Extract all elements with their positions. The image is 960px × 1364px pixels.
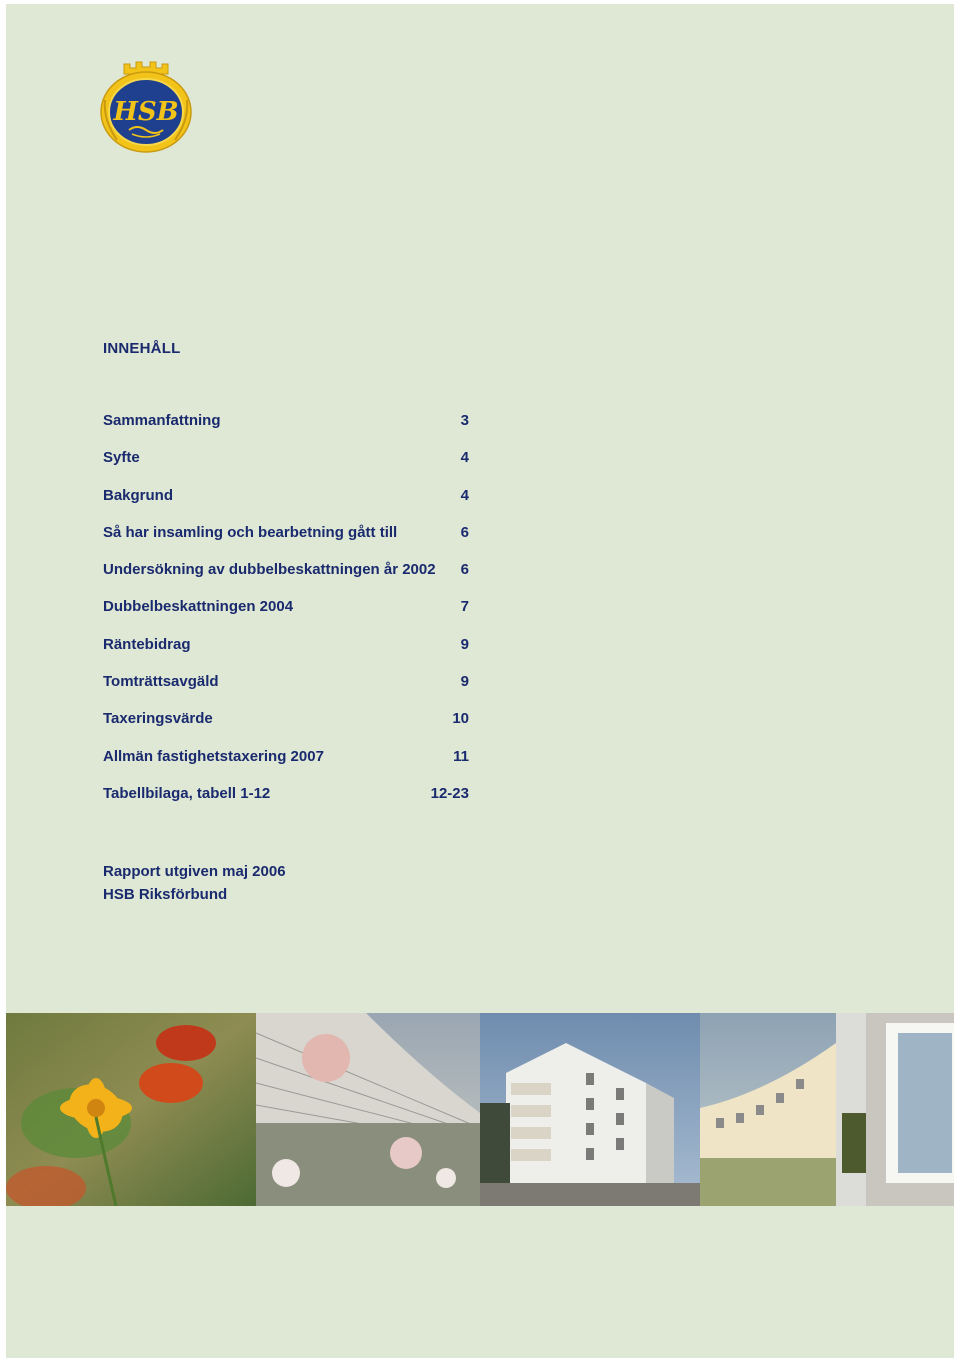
toc-entry bbox=[103, 524, 469, 561]
toc-entry-page: 6 bbox=[460, 561, 469, 579]
toc-entry-page: 4 bbox=[460, 486, 469, 504]
publication-info bbox=[103, 860, 286, 906]
toc-entry-label: Dubbelbeskattningen 2004 bbox=[103, 598, 294, 616]
toc-entry bbox=[103, 449, 469, 486]
toc-entry bbox=[103, 412, 469, 449]
toc-entry-label: Undersökning av dubbelbeskattningen år 2002 bbox=[103, 561, 436, 579]
toc-entry-label: Tabellbilaga, tabell 1-12 bbox=[103, 784, 271, 802]
toc-entry bbox=[103, 487, 469, 524]
toc-entry bbox=[103, 636, 469, 673]
toc-entry-page: 9 bbox=[460, 635, 469, 653]
toc-entry-page: 9 bbox=[460, 673, 469, 691]
toc-entry bbox=[103, 748, 469, 785]
toc-entry-label: Så har insamling och bearbetning gått till bbox=[103, 523, 398, 541]
logo-text: HSB bbox=[113, 97, 179, 127]
table-of-contents bbox=[103, 412, 469, 822]
toc-entry bbox=[103, 673, 469, 710]
toc-entry-label: Allmän fastighetstaxering 2007 bbox=[103, 747, 324, 765]
toc-entry-label: Räntebidrag bbox=[103, 635, 191, 653]
publication-date: Rapport utgiven maj 2006 bbox=[103, 863, 286, 880]
hsb-crest-icon bbox=[99, 60, 193, 156]
toc-entry-page: 6 bbox=[460, 523, 469, 541]
toc-entry-label: Taxeringsvärde bbox=[103, 710, 213, 728]
toc-entry-label: Tomträttsavgäld bbox=[103, 673, 219, 691]
toc-entry-page: 3 bbox=[460, 412, 469, 429]
apartment-building-photo bbox=[480, 1013, 700, 1206]
toc-entry bbox=[103, 710, 469, 747]
toc-entry-label: Sammanfattning bbox=[103, 412, 221, 429]
toc-entry-page: 7 bbox=[460, 598, 469, 616]
toc-entry-page: 10 bbox=[452, 710, 469, 728]
toc-entry-label: Bakgrund bbox=[103, 486, 174, 504]
toc-entry-page: 12-23 bbox=[430, 784, 469, 802]
apartment-building-flowers-photo bbox=[256, 1013, 480, 1206]
flower-photo bbox=[6, 1013, 256, 1206]
toc-entry bbox=[103, 785, 469, 822]
photo-strip bbox=[6, 1013, 954, 1206]
toc-entry-label: Syfte bbox=[103, 449, 140, 467]
toc-entry bbox=[103, 561, 469, 598]
publisher: HSB Riksförbund bbox=[103, 886, 228, 903]
toc-title: INNEHÅLL bbox=[103, 340, 181, 357]
apartment-courtyard-photo bbox=[700, 1013, 954, 1206]
toc-entry-page: 11 bbox=[453, 747, 469, 765]
toc-entry-page: 4 bbox=[460, 449, 469, 467]
toc-entry bbox=[103, 598, 469, 635]
